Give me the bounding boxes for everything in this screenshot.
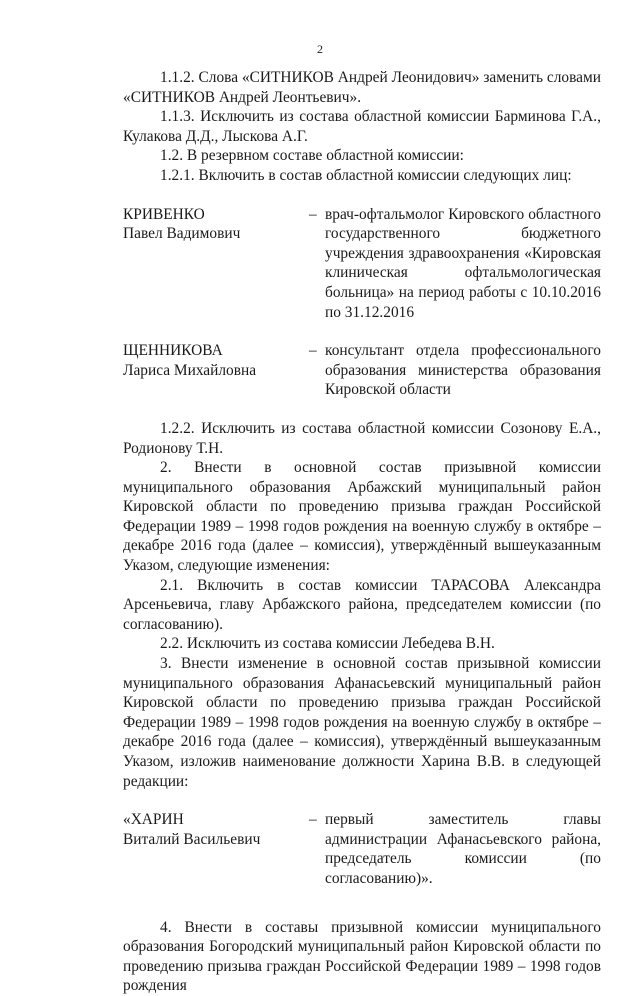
person-position: врач-офтальмолог Кировского областного государственного бюджетного учреждения здравоохранения «Кировская клиническая офтальмологическая больница» на период работы с 10.10.2016 по 31.12.2016 bbox=[325, 205, 601, 321]
person-given-names: Виталий Васильевич bbox=[123, 830, 261, 848]
person-position: консультант отдела профессионального образования министерства образования Кировской области bbox=[325, 342, 601, 399]
paragraph-1-1-3: 1.1.3. Исключить из состава областной комиссии Барминова Г.А., Кулакова Д.Д., Лыскова А.Г. bbox=[123, 108, 601, 145]
paragraph-1-2-1: 1.2.1. Включить в состав областной комиссии следующих лиц: bbox=[160, 166, 572, 184]
spacer bbox=[123, 322, 601, 341]
paragraph-1-2: 1.2. В резервном составе областной комиссии: bbox=[160, 147, 464, 165]
paragraph-1-2-2: 1.2.2. Исключить из состава областной комиссии Созонову Е.А., Родионову Т.Н. bbox=[123, 419, 601, 457]
paragraph-1-1-2: 1.1.2. Слова «СИТНИКОВ Андрей Леонидович» заменить словами «СИТНИКОВ Андрей Леонтьевич». bbox=[123, 69, 601, 106]
spacer bbox=[123, 186, 601, 205]
person-name bbox=[123, 341, 309, 380]
paragraph-2-2: 2.2. Исключить из состава комиссии Лебедева В.Н. bbox=[160, 635, 495, 653]
person-surname: КРИВЕНКО bbox=[123, 205, 205, 223]
person-given-names: Лариса Михайловна bbox=[123, 361, 257, 379]
document-body bbox=[123, 68, 601, 996]
spacer bbox=[123, 400, 601, 419]
paragraph-2: 2. Внести в основной состав призывной комиссии муниципального образования Арбажский муниципальный район Кировской области по проведению призыва граждан Российской Федерации 1989 – 1998 годов рождения на военную службу в октябре – декабре 2016 года (далее – комиссия), утверждённый вышеуказанным Указом, следующие изменения: bbox=[123, 459, 601, 575]
person-surname: ЩЕННИКОВА bbox=[123, 342, 223, 360]
person-surname: «ХАРИН bbox=[123, 811, 184, 829]
dash-separator: – bbox=[309, 342, 317, 360]
dash-separator: – bbox=[309, 811, 317, 829]
paragraph-3: 3. Внести изменение в основной состав призывной комиссии муниципального образования Афанасьевский муниципальный район Кировской области по проведению призыва граждан Российской Федерации 1989 – 1998 годов рождения на военную службу в октябре – декабре 2016 года (далее – комиссия), утверждённый вышеуказанным Указом, изложив наименование должности Харина В.В. в следующей редакции: bbox=[123, 655, 601, 790]
spacer bbox=[123, 791, 601, 810]
spacer bbox=[123, 908, 601, 918]
page-number: 2 bbox=[317, 42, 323, 56]
person-given-names: Павел Вадимович bbox=[123, 225, 241, 243]
person-entry bbox=[123, 810, 601, 888]
person-entry bbox=[123, 205, 601, 323]
dash-separator: – bbox=[309, 205, 317, 223]
person-name bbox=[123, 810, 309, 849]
person-entry bbox=[123, 341, 601, 400]
paragraph-2-1: 2.1. Включить в состав комиссии ТАРАСОВА Александра Арсеньевича, главу Арбажского района, председателем комиссии (по согласованию). bbox=[123, 576, 601, 633]
paragraph-4: 4. Внести в составы призывной комиссии муниципального образования Богородский муниципальный район Кировской области по проведению призыва граждан Российской Федерации 1989 – 1998 годов рождения bbox=[123, 918, 601, 995]
person-position: первый заместитель главы администрации Афанасьевского района, председатель комиссии (по согласованию)». bbox=[325, 811, 601, 887]
person-name bbox=[123, 205, 309, 244]
